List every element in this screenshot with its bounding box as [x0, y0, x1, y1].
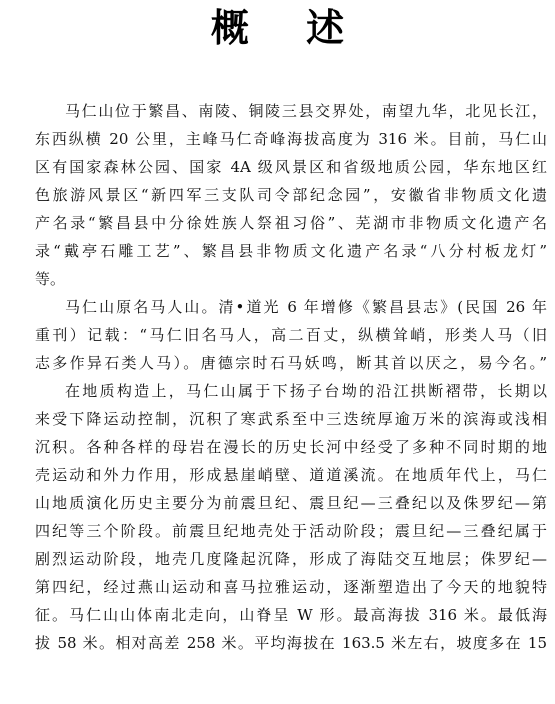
- text-line: 重刊）记载：“马仁旧名马人，高二百丈，纵横耸峭，形类人马（旧: [35, 326, 547, 344]
- text-line: 剧烈运动阶段，地壳几度隆起沉降，形成了海陆交互地层；侏罗纪—: [35, 550, 547, 568]
- text-line: 色旅游风景区“新四军三支队司令部纪念园”，安徽省非物质文化遗: [35, 186, 547, 204]
- text-line: 东西纵横 20 公里，主峰马仁奇峰海拔高度为 316 米。目前，马仁山: [35, 130, 547, 148]
- text-line: 志多作异石类人马）。唐德宗时石马妖鸣，断其首以厌之，易今名。”: [35, 354, 547, 372]
- text-line: 马仁山原名马人山。清•道光 6 年增修《繁昌县志》(民国 26 年: [65, 298, 547, 316]
- text-line: 沉积。各种各样的母岩在漫长的历史长河中经受了多种不同时期的地: [35, 438, 547, 456]
- text-line: 等。: [35, 270, 66, 288]
- body-text: [35, 97, 547, 657]
- text-line: 壳运动和外力作用，形成悬崖峭壁、道道溪流。在地质年代上，马仁: [35, 466, 547, 484]
- text-line: 山地质演化历史主要分为前震旦纪、震旦纪—三叠纪以及侏罗纪—第: [35, 494, 547, 512]
- text-line: 在地质构造上，马仁山属于下扬子台坳的沿江拱断褶带，长期以: [65, 382, 547, 400]
- text-line: 区有国家森林公园、国家 4A 级风景区和省级地质公园，华东地区红: [35, 158, 547, 176]
- text-line: 征。马仁山山体南北走向，山脊呈 W 形。最高海拔 316 米。最低海: [35, 606, 547, 624]
- text-line: 产名录“繁昌县中分徐姓族人祭祖习俗”、芜湖市非物质文化遗产名: [35, 214, 547, 232]
- text-line: 马仁山位于繁昌、南陵、铜陵三县交界处，南望九华，北见长江，: [65, 102, 547, 120]
- text-line: 四纪等三个阶段。前震旦纪地壳处于活动阶段；震旦纪—三叠纪属于: [35, 522, 547, 540]
- text-line: 拔 58 米。相对高差 258 米。平均海拔在 163.5 米左右，坡度多在 15: [35, 634, 547, 652]
- page-title: 概 述: [210, 6, 367, 50]
- text-line: 录“戴亭石雕工艺”、繁昌县非物质文化遗产名录“八分村板龙灯”: [35, 242, 547, 260]
- text-line: 第四纪，经过燕山运动和喜马拉雅运动，逐渐塑造出了今天的地貌特: [35, 578, 547, 596]
- text-line: 来受下降运动控制，沉积了寒武系至中三迭统厚逾万米的滨海或浅相: [35, 410, 547, 428]
